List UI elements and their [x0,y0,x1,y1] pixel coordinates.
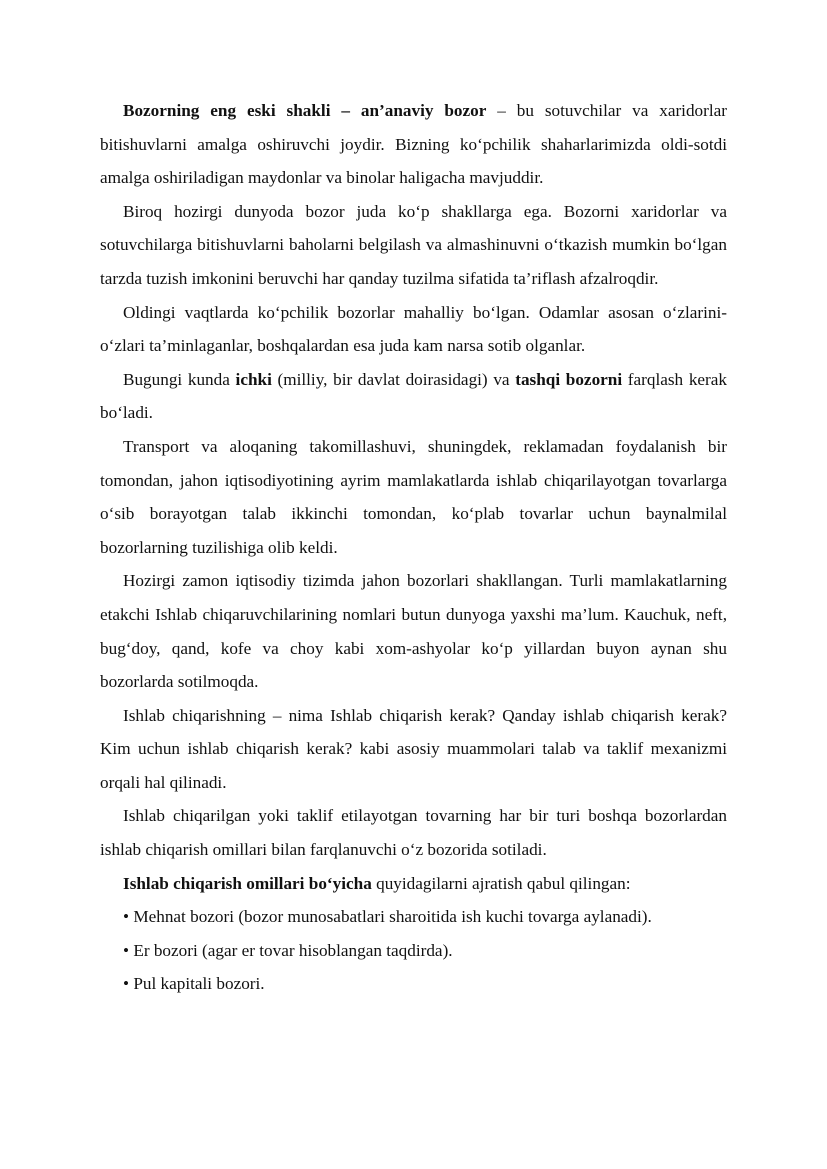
paragraph-4-text-2: (milliy, bir davlat doirasidagi) va [271,369,516,389]
paragraph-4-bold-2: tashqi bozorni [515,369,623,389]
paragraph-9-bold: Ishlab chiqarish omillari bo‘yicha [123,873,372,893]
list-item: • Er bozori (agar er tovar hisoblangan taqdirda). [123,940,453,960]
paragraph-4-text-1: Bugungi kunda [123,369,236,389]
list-item: • Pul kapitali bozori. [123,974,265,994]
paragraph-6: Hozirgi zamon iqtisodiy tizimda jahon bozorlari shakllangan. Turli mamlakatlarning etakchi Ishlab chiqaruvchilarining nomlari butun dunyoga yaxshi ma’lum. Kauchuk, neft, bug‘doy, qand, kofe va choy kabi xom-ashyolar ko‘p yillardan buyon aynan shu bozorlarda sotilmoqda. [100,571,727,692]
paragraph-4-text-3: farqlash kerak bo‘ladi. [100,369,727,423]
paragraph-1 [100,94,727,195]
paragraph-4-bold-1: ichki [235,369,272,389]
paragraph-1-bold: Bozorning eng eski shakli – an’anaviy bozor [123,101,487,120]
paragraph-2: Biroq hozirgi dunyoda bozor juda ko‘p shakllarga ega. Bozorni xaridorlar va sotuvchilarga bitishuvlarni baholarni belgilash va almashinuvni o‘tkazish mumkin bo‘lgan tarzda tuzish imkonini beruvchi har qanday tuzilma sifatida ta’riflash afzalroqdir. [100,201,727,288]
document-page [100,94,727,1001]
paragraph-4 [100,363,727,430]
paragraph-9 [100,867,727,901]
paragraph-8: Ishlab chiqarilgan yoki taklif etilayotgan tovarning har bir turi boshqa bozorlardan ishlab chiqarish omillari bilan farqlanuvchi o‘z bozorida sotiladi. [100,806,727,860]
paragraph-9-text: quyidagilarni ajratish qabul qilingan: [371,873,631,893]
list-item: • Mehnat bozori (bozor munosabatlari sharoitida ish kuchi tovarga aylanadi). [123,907,652,927]
paragraph-3: Oldingi vaqtlarda ko‘pchilik bozorlar mahalliy bo‘lgan. Odamlar asosan o‘zlarini-o‘zlari ta’minlaganlar, boshqalardan esa juda kam narsa sotib olganlar. [100,302,727,356]
paragraph-5: Transport va aloqaning takomillashuvi, shuningdek, reklamadan foydalanish bir tomondan, jahon iqtisodiyotining ayrim mamlakatlarda ishlab chiqarilayotgan tovarlarga o‘sib borayotgan talab ikkinchi tomondan, ko‘plab tovarlar uchun baynalmilal bozorlarning tuzilishiga olib keldi. [100,436,727,557]
paragraph-7: Ishlab chiqarishning – nima Ishlab chiqarish kerak? Qanday ishlab chiqarish kerak? Kim uchun ishlab chiqarish kerak? kabi asosiy muammolari talab va taklif mexanizmi orqali hal qilinadi. [100,705,727,792]
paragraph-1-text: – bu sotuvchilar va xaridorlar bitishuvlarni amalga oshiruvchi joydir. Bizning ko‘pchilik shaharlarimizda oldi-sotdi amalga oshiriladigan maydonlar va binolar haligacha mavjuddir. [100,101,727,188]
